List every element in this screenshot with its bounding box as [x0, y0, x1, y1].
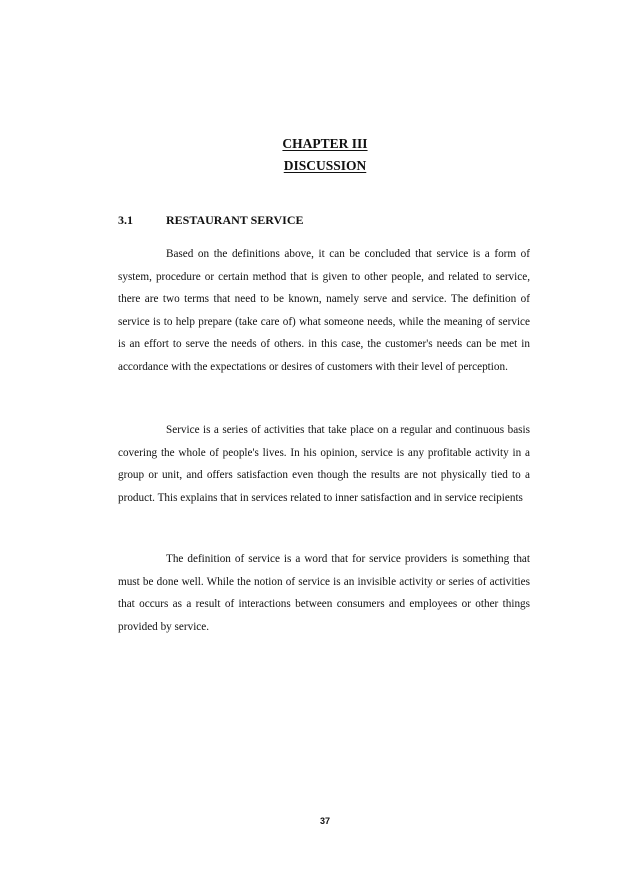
page-number: 37: [319, 816, 330, 826]
section-number: 3.1: [118, 213, 133, 227]
chapter-number-label: CHAPTER III: [282, 136, 368, 151]
chapter-heading: [0, 133, 620, 177]
body-paragraph: Service is a series of activities that take place on a regular and continuous basis covering the whole of people's lives. In his opinion, service is any profitable activity in a group or unit, and offers satisfaction even though the results are not physically tied to a product. This explains that in services related to inner satisfaction and in service recipients: [118, 424, 530, 504]
section-heading: [118, 212, 304, 228]
body-paragraph: Based on the definitions above, it can be concluded that service is a form of system, procedure or certain method that is given to other people, and related to service, there are two terms that need to be known, namely serve and service. The definition of service is to help prepare (take care of) what someone needs, while the meaning of service is an effort to serve the needs of others. in this case, the customer's needs can be met in accordance with the expectations or desires of customers with their level of perception.: [118, 248, 530, 373]
chapter-title: DISCUSSION: [283, 158, 367, 173]
body-paragraph: The definition of service is a word that for service providers is something that must be done well. While the notion of service is an invisible activity or series of activities that occurs as a result of interactions between consumers and employees or other things provided by service.: [118, 553, 530, 633]
section-title: RESTAURANT SERVICE: [166, 213, 304, 227]
